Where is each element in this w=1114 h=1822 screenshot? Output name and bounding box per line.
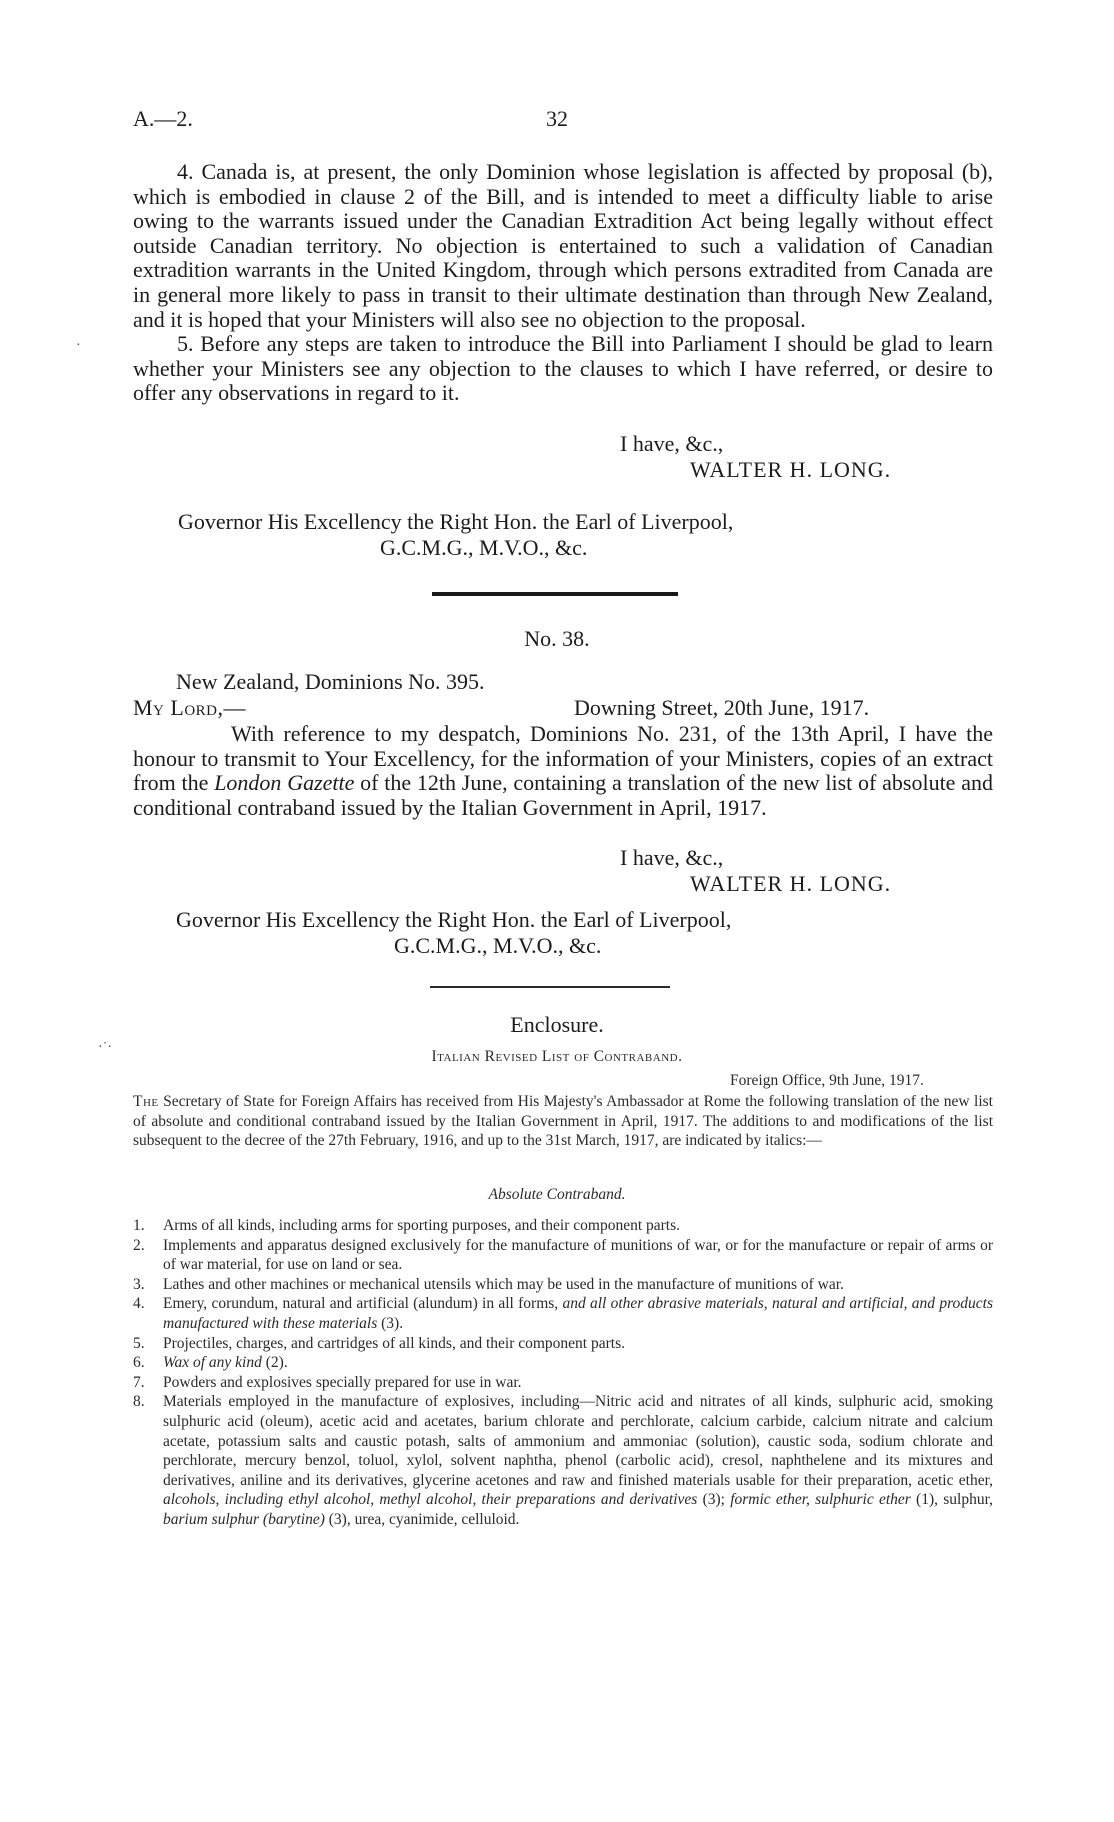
enclosure-title: Enclosure. [510, 1012, 604, 1037]
list-item: 7. Powders and explosives specially prepared for use in war. [133, 1373, 522, 1391]
closing-ihave: I have, &c., [620, 431, 724, 456]
contraband-list [133, 1216, 993, 1530]
intro-text: Secretary of State for Foreign Affairs has received from His Majesty's Ambassador at Rome the following translation of the new list of absolute and conditional contraband issued by the Italian Government in April, 1917. The additions to and modifications of the list subsequent to the decree of the 27th February, 1916, and up to the 31st March, 1917, are indicated by italics:— [133, 1093, 993, 1150]
paragraph-5: 5. Before any steps are taken to introduce the Bill into Parliament I should be glad to learn whether your Ministers see any objection to the clauses to which I have referred, or desire to offer any observations in regard to it. [133, 331, 993, 406]
list-item: 6. Wax of any kind (2). [133, 1354, 288, 1372]
despatch-body [133, 722, 993, 820]
section-divider [432, 592, 678, 596]
list-item: 8. Materials employed in the manufacture of explosives, including—Nitric acid and nitrates of all kinds, sulphuric acid, smoking sulphuric acid (oleum), acetic acid and acetates, barium chlorate and perchlorate, calcium carbide, calcium nitrate and calcium acetate, potassium salts and caustic potash, salts of ammonium and ammoniac (solution), caustic soda, sodium chlorate and perchlorate, mercury benzol, toluol, xylol, solvent naphtha, phenol (carbolic acid), cresol, naphthelene and its mixtures and derivatives, aniline and its derivatives, glycerine acetones and raw and finished materials usable for their preparation, acetic ether, alcohols, including ethyl alcohol, methyl alcohol, their preparations and derivatives (3); formic ether, sulphuric ether (1), sulphur, barium sulphur (barytine) (3), urea, cyanimide, celluloid. [133, 1393, 993, 1528]
despatch-number: No. 38. [524, 626, 590, 651]
closing2-signature: WALTER H. LONG. [690, 871, 892, 896]
list-item: 1. Arms of all kinds, including arms for sporting purposes, and their component parts. [133, 1217, 681, 1234]
place-date: Downing Street, 20th June, 1917. [574, 695, 870, 720]
enclosure-dateline: Foreign Office, 9th June, 1917. [730, 1072, 924, 1089]
publication-title: London Gazette [214, 770, 355, 796]
list-item: 5. Projectiles, charges, and cartridges of all kinds, and their component parts. [133, 1334, 625, 1352]
paragraph-4: 4. Canada is, at present, the only Dominion whose legislation is affected by proposal (b), which is embodied in clause 2 of the Bill, and is intended to meet a difficulty liable to arise owing to the warrants issued under the Canadian Extradition Act being legally without effect outside Canadian territory. No objection is entertained to such a validation of Canadian extradition warrants in the United Kingdom, through which persons extradited from Canada are in general more likely to pass in transit to their ultimate destination than through New Zealand, and it is hoped that your Ministers will also see no objection to the proposal. [133, 159, 993, 332]
closing2-addressee-line2: G.C.M.G., M.V.O., &c. [394, 933, 602, 958]
section-divider-thin [430, 986, 670, 988]
section-title-absolute-contraband: Absolute Contraband. [488, 1186, 626, 1203]
closing-signature: WALTER H. LONG. [690, 457, 892, 482]
list-item: 4. Emery, corundum, natural and artificial (alundum) in all forms, and all other abrasive materials, natural and artificial, and products manufactured with these materials (3). [133, 1295, 993, 1332]
document-reference: A.—2. [133, 106, 193, 131]
closing2-addressee-line1: Governor His Excellency the Right Hon. the Earl of Liverpool, [176, 907, 732, 932]
scan-speck: · [76, 338, 81, 353]
intro-lead-word: The [133, 1093, 159, 1110]
page-number: 32 [546, 106, 568, 131]
list-item: 3. Lathes and other machines or mechanical utensils which may be used in the manufacture of munitions of war. [133, 1275, 844, 1293]
letter-body-1 [133, 160, 993, 406]
closing-addressee-line1: Governor His Excellency the Right Hon. the Earl of Liverpool, [178, 509, 734, 534]
salutation: My Lord,— [133, 695, 247, 720]
list-item: 2. Implements and apparatus designed exclusively for the manufacture of munitions of war, or for the manufacture or repair of arms or of war material, for use on land or sea. [133, 1236, 993, 1274]
enclosure-subtitle: Italian Revised List of Contraband. [431, 1048, 683, 1065]
despatch-reference: New Zealand, Dominions No. 395. [176, 669, 485, 694]
closing-addressee-line2: G.C.M.G., M.V.O., &c. [380, 535, 588, 560]
closing2-ihave: I have, &c., [620, 845, 724, 870]
scan-speck: ·˙· [98, 1040, 112, 1055]
enclosure-intro [133, 1092, 993, 1151]
despatch-text-part1: With reference to my despatch, Dominions No. 231, of the 13th April, I have the honour to transmit to Your Excellency, for the information of your Ministers, copies of an extract from the [133, 721, 993, 796]
despatch-text-part2: of the 12th June, containing a translation of the new list of absolute and conditional contraband issued by the Italian Government in April, 1917. [133, 770, 993, 820]
